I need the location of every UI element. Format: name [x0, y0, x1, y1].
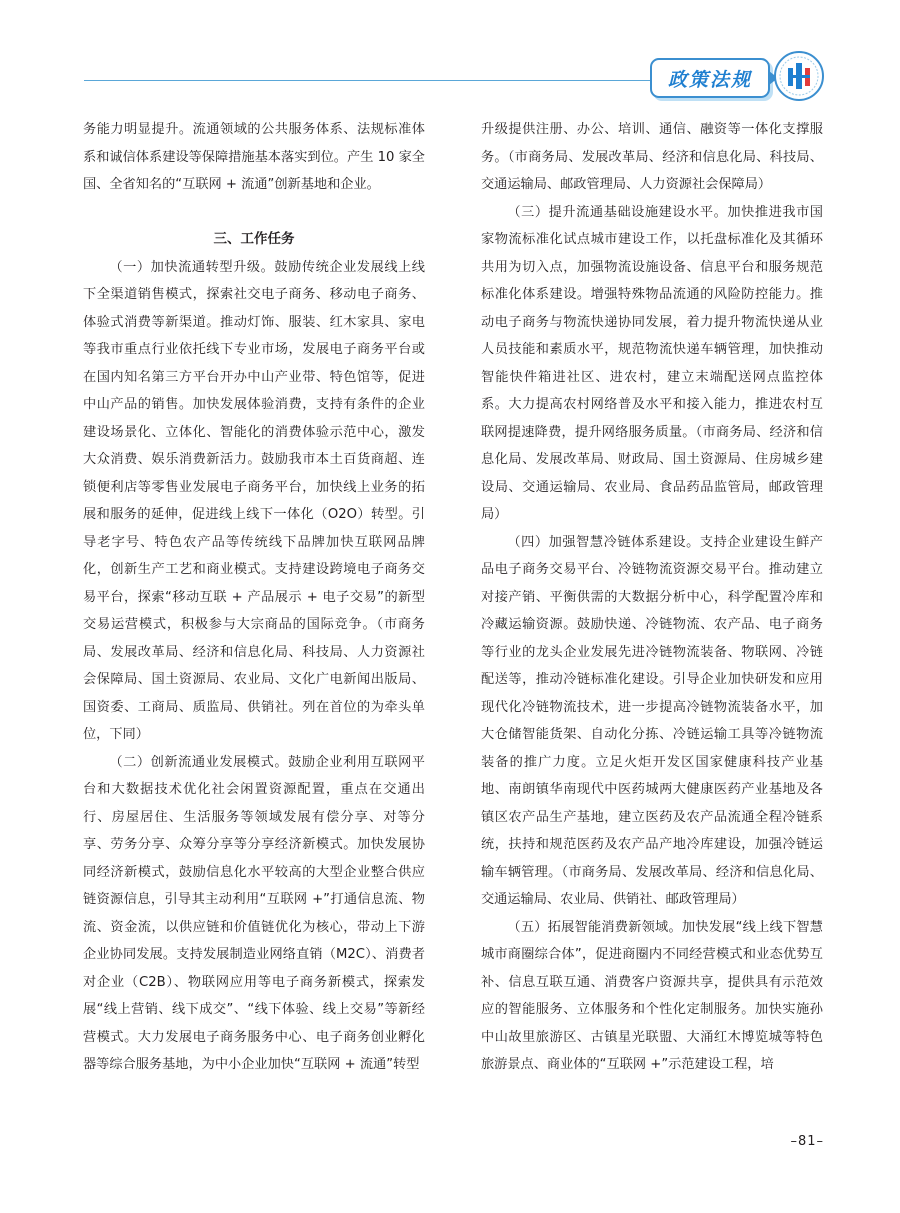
left-column: [83, 116, 425, 1079]
paragraph-task-3: （三）提升流通基础设施建设水平。加快推进我市国家物流标准化试点城市建设工作，以托盘标准化及其循环共用为切入点，加强物流设施设备、信息平台和服务规范标准化体系建设。增强特殊物品流通的风险防控能力。推动电子商务与物流快递协同发展，着力提升物流快递从业人员技能和素质水平，规范物流快递车辆管理，加快推动智能快件箱进社区、进农村，建立末端配送网点监控体系。大力提高农村网络普及水平和接入能力，推进农村互联网提速降费，提升网络服务质量。（市商务局、经济和信息化局、发展改革局、财政局、国土资源局、住房城乡建设局、交通运输局、农业局、食品药品监管局，邮政管理局）: [481, 204, 823, 522]
paragraph-continued-right: 升级提供注册、办公、培训、通信、融资等一体化支撑服务。（市商务局、发展改革局、经济和信息化局、科技局、交通运输局、邮政管理局、人力资源社会保障局）: [481, 122, 823, 192]
section-badge: [650, 58, 770, 98]
paragraph-task-5: （五）拓展智能消费新领域。加快发展“线上线下智慧城市商圈综合体”，促进商圈内不同经营模式和业态优势互补、信息互联互通、消费客户资源共享，提供具有示范效应的智能服务、立体服务和个性化定制服务。加快实施孙中山故里旅游区、古镇星光联盟、大涌红木博览城等特色旅游景点、商业体的“互联网 +”示范建设工程，培: [481, 919, 823, 1072]
paragraph-task-4: （四）加强智慧冷链体系建设。支持企业建设生鲜产品电子商务交易平台、冷链物流资源交易平台。推动建立对接产销、平衡供需的大数据分析中心，科学配置冷库和冷藏运输资源。鼓励快递、冷链物流、农产品、电子商务等行业的龙头企业发展先进冷链物流装备、物联网、冷链配送等，推动冷链标准化建设。引导企业加快研发和应用现代化冷链物流技术，进一步提高冷链物流装备水平，加大仓储智能货架、自动化分拣、冷链运输工具等冷链物流装备的推广力度。立足火炬开发区国家健康科技产业基地、南朗镇华南现代中医药城两大健康医药产业基地及各镇区农产品生产基地，建立医药及农产品流通全程冷链系统，扶持和规范医药及农产品产地冷库建设，加强冷链运输车辆管理。（市商务局、发展改革局、经济和信息化局、交通运输局、农业局、供销社、邮政管理局）: [481, 534, 823, 907]
header-rule: [84, 80, 644, 81]
page-number: –81–: [790, 1134, 824, 1149]
spacer: [83, 199, 425, 227]
paragraph-task-1: （一）加快流通转型升级。鼓励传统企业发展线上线下全渠道销售模式，探索社交电子商务、移动电子商务、体验式消费等新渠道。推动灯饰、服装、红木家具、家电等我市重点行业依托线下专业市场，发展电子商务平台或在国内知名第三方平台开办中山产业带、特色馆等，促进中山产品的销售。加快发展体验消费，支持有条件的企业建设场景化、立体化、智能化的消费体验示范中心，激发大众消费、娱乐消费新活力。鼓励我市本土百货商超、连锁便利店等零售业发展电子商务平台，加快线上业务的拓展和服务的延伸，促进线上线下一体化（O2O）转型。引导老字号、特色农产品等传统线下品牌加快互联网品牌化，创新生产工艺和商业模式。支持建设跨境电子商务交易平台，探索“移动互联 + 产品展示 + 电子交易”的新型交易运营模式，积极参与大宗商品的国际竞争。（市商务局、发展改革局、经济和信息化局、科技局、人力资源社会保障局、国土资源局、农业局、文化广电新闻出版局、国资委、工商局、质监局、供销社。列在首位的为牵头单位，下同）: [83, 259, 425, 742]
journal-logo-icon: [773, 50, 825, 102]
section-heading: 三、工作任务: [213, 231, 295, 247]
right-column: [481, 116, 823, 1079]
paragraph-continued: 务能力明显提升。流通领域的公共服务体系、法规标准体系和诚信体系建设等保障措施基本落实到位。产生 10 家全国、全省知名的“互联网 + 流通”创新基地和企业。: [83, 122, 425, 192]
section-title: 政策法规: [667, 68, 752, 91]
paragraph-task-2: （二）创新流通业发展模式。鼓励企业利用互联网平台和大数据技术优化社会闲置资源配置，重点在交通出行、房屋居住、生活服务等领域发展有偿分享、对等分享、劳务分享、众筹分享等分享经济新模式。加快发展协同经济新模式，鼓励信息化水平较高的大型企业整合供应链资源信息，引导其主动利用“互联网 +”打通信息流、物流、资金流，以供应链和价值链优化为核心，带动上下游企业协同发展。支持发展制造业网络直销（M2C）、消费者对企业（C2B）、物联网应用等电子商务新模式，探索发展“线上营销、线下成交”、“线下体验、线上交易”等新经营模式。大力发展电子商务服务中心、电子商务创业孵化器等综合服务基地，为中小企业加快“互联网 + 流通”转型: [83, 754, 425, 1072]
